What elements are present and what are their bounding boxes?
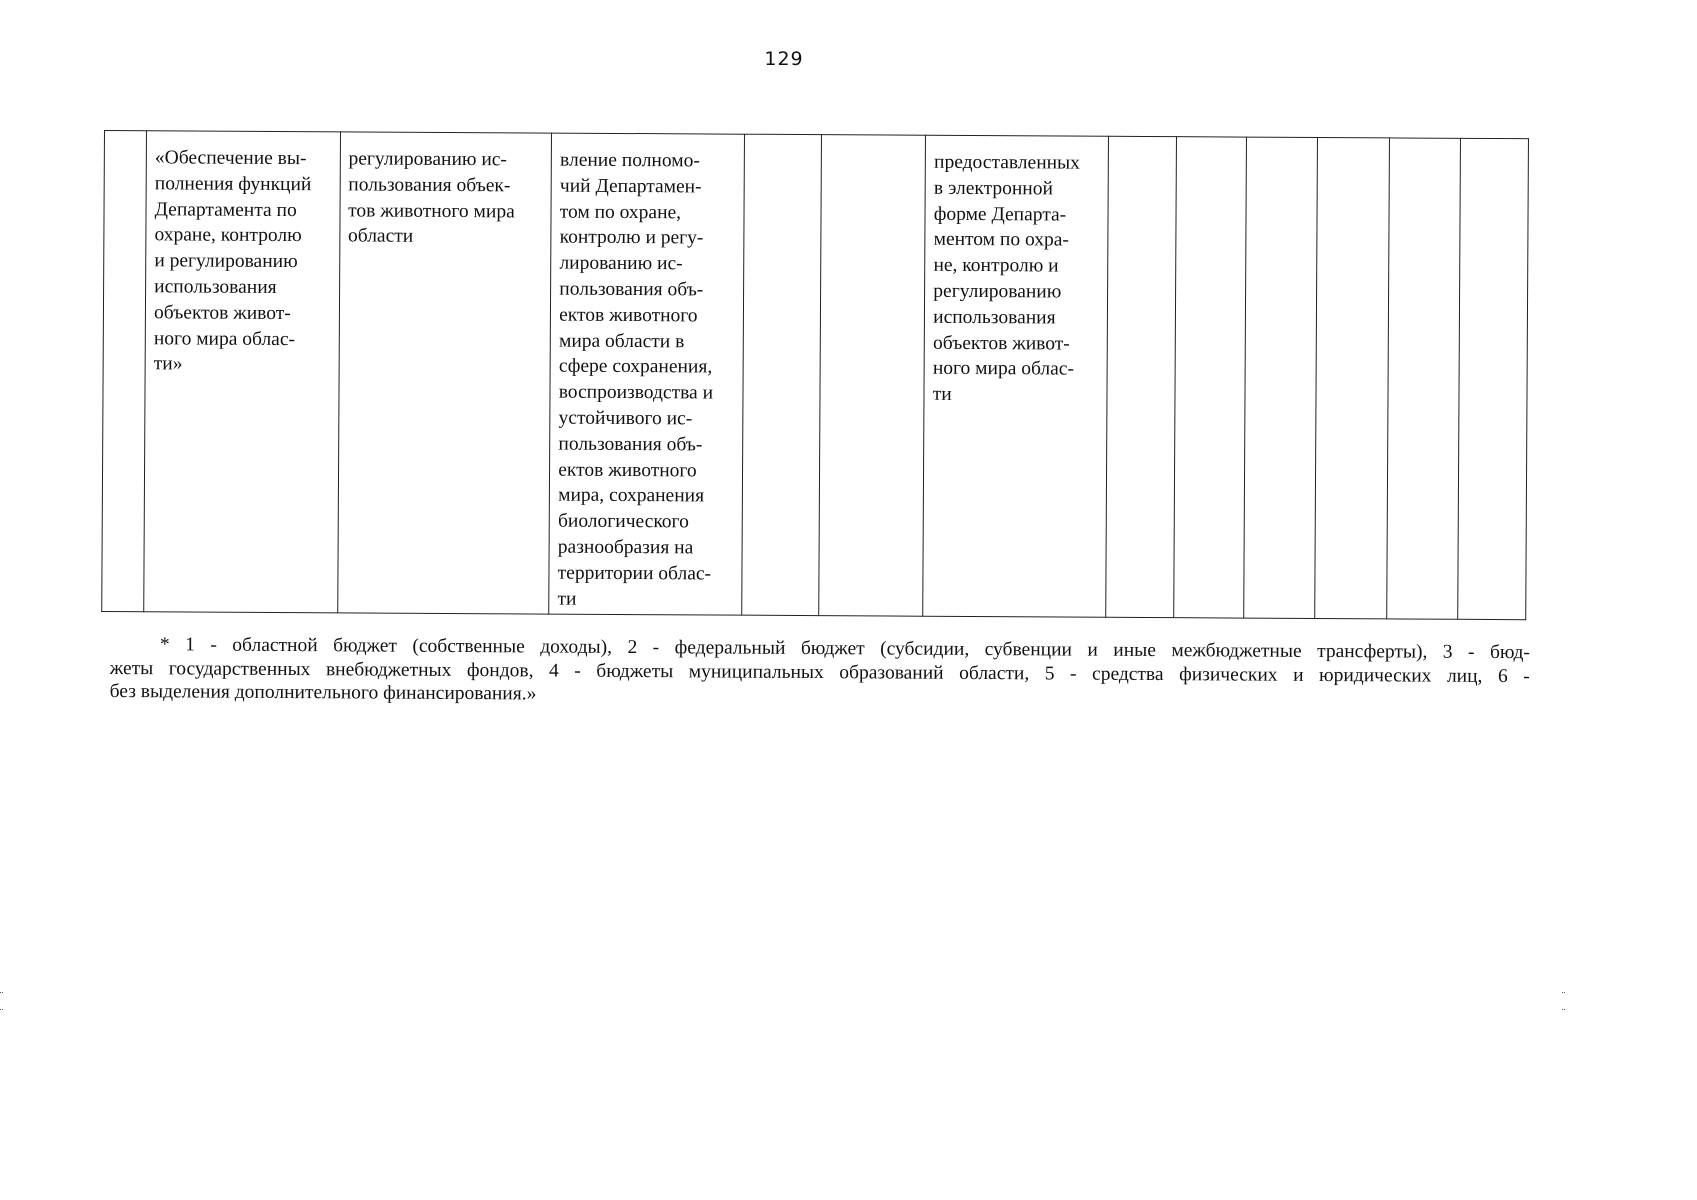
footnote <box>110 633 1530 712</box>
table-cell-10 <box>1244 137 1318 618</box>
table-cell-6 <box>819 135 926 617</box>
cell-text-authority: вление полномо- чий Департамен- том по охране, контролю и регу- лированию ис- пользования объ- ектов животного мира области в сфере сохранения, воспроизводства и устойчивого ис- пользования объ- ектов животного мира, сохранения биологического разнообразия на территории облас- ти <box>557 149 714 610</box>
left-edge-mark <box>0 992 3 1010</box>
table-cell-2 <box>144 131 340 613</box>
table-cell-1 <box>102 131 147 612</box>
table-cell-13 <box>1457 138 1528 619</box>
table-cell-5 <box>741 134 821 615</box>
cell-text-program-name: «Обеспечение вы- полнения функций Департамента по охране, контролю и регулированию использования объектов живот- ного мира облас- ти» <box>153 147 312 375</box>
table-cell-3 <box>337 132 551 614</box>
table-cell-9 <box>1174 137 1247 618</box>
footnote-line-2: жеты государственных внебюджетных фондов, 4 - бюджеты муниципальных образований области, 5 - средства физических и юридических лиц, 6 - <box>109 657 1530 687</box>
table-row <box>102 131 1529 620</box>
table-cell-7 <box>923 135 1108 617</box>
table-cell-12 <box>1386 138 1460 619</box>
table-cell-8 <box>1105 136 1176 617</box>
table-cell-4 <box>549 133 744 615</box>
data-table <box>101 130 1529 620</box>
table-container <box>101 130 1529 620</box>
table-cell-11 <box>1315 137 1389 618</box>
cell-text-electronic-form: предоставленных в электронной форме Департа- ментом по охра- не, контролю и регулированию использования объектов живот- ного мира облас- ти <box>932 151 1081 406</box>
right-edge-mark <box>1562 992 1565 1010</box>
cell-text-regulation: регулированию ис- пользования объек- тов животного мира области <box>347 148 515 248</box>
footnote-line-3: без выделения дополнительного финансирования.» <box>109 680 537 705</box>
page-number: 129 <box>764 48 804 70</box>
footnote-line-1: * 1 - областной бюджет (собственные доходы), 2 - федеральный бюджет (субсидии, субвенции и иные межбюджетные трансферты), 3 - бюд- <box>159 634 1530 664</box>
